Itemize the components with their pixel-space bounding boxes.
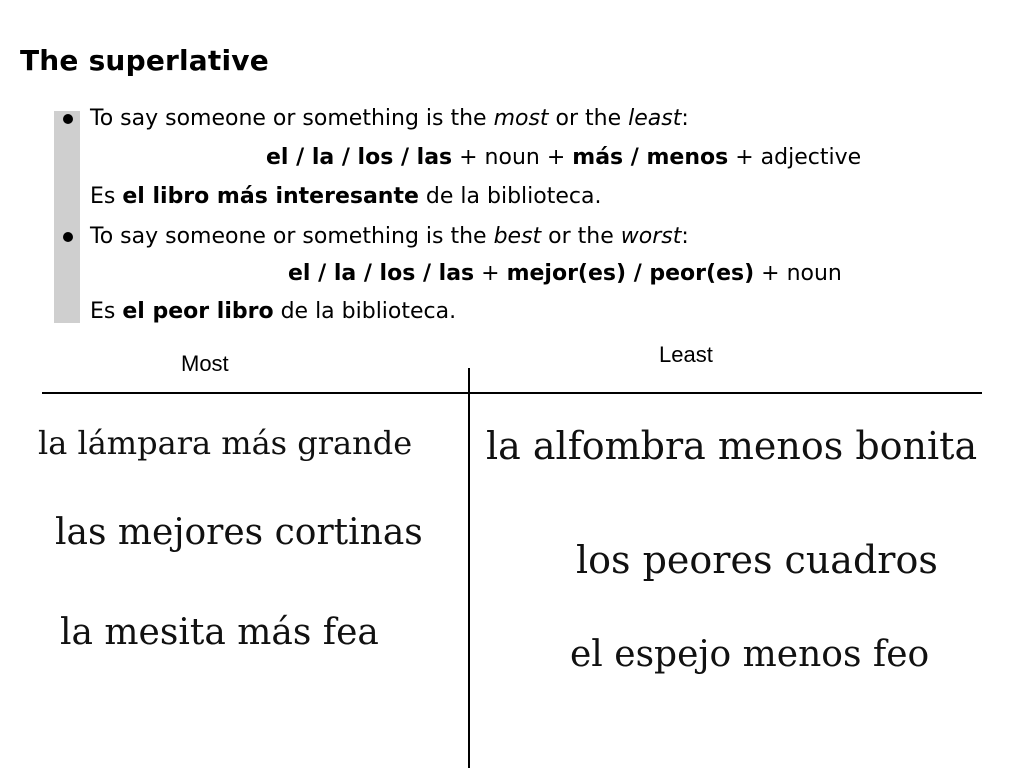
rule2-intro-emphasis-best: best [493,224,542,249]
rule2-example-es: Es [90,299,123,324]
rule2-formula-articles: el / la / los / las [288,261,475,286]
rule1-formula-adjective: + adjective [728,145,862,170]
rule2-formula-mejor-peor: mejor(es) / peor(es) [506,261,755,286]
rule1-intro-text: To say someone or something is the [90,106,494,131]
most-phrase-2: las mejores cortinas [55,512,423,553]
rule1-example-rest: de la biblioteca. [418,184,602,209]
rule1-example-bold: el libro más interesante [122,184,419,209]
t-chart-vertical-line [468,368,470,768]
page-title: The superlative [20,44,269,77]
t-chart-horizontal-line [42,392,982,394]
rule2-intro-text-or: or the [541,224,621,249]
most-phrase-3: la mesita más fea [60,612,379,653]
rule1-example-es: Es [90,184,123,209]
rule1-intro-emphasis-least: least [628,106,682,131]
rule2-formula-plus: + [474,261,507,286]
rule2-example-rest: de la biblioteca. [273,299,457,324]
rule1-formula [266,145,861,171]
rule2-example [90,299,456,325]
bullet-icon [63,114,73,124]
rule1-formula-mas-menos: más / menos [572,145,729,170]
rule1-example [90,184,601,210]
rule1-intro [90,106,689,132]
least-phrase-1: la alfombra menos bonita [486,424,978,468]
rule2-example-bold: el peor libro [122,299,274,324]
rule2-formula-noun: + noun [754,261,842,286]
rule2-intro-emphasis-worst: worst [620,224,682,249]
rule1-formula-articles: el / la / los / las [266,145,453,170]
rule2-formula [288,261,842,287]
rule1-formula-noun: + noun + [452,145,573,170]
least-phrase-3: el espejo menos feo [570,634,930,675]
column-header-most: Most [181,351,229,376]
rule2-intro-colon: : [681,224,689,249]
rule1-intro-colon: : [681,106,689,131]
rule1-intro-emphasis-most: most [493,106,549,131]
bullet-icon [63,232,73,242]
column-header-least: Least [659,342,713,367]
least-phrase-2: los peores cuadros [576,538,938,582]
rule1-intro-text-or: or the [548,106,629,131]
most-phrase-1: la lámpara más grande [38,424,413,462]
rule2-intro [90,224,689,250]
rule2-intro-text: To say someone or something is the [90,224,494,249]
rules-sidebar-bar [54,111,80,323]
